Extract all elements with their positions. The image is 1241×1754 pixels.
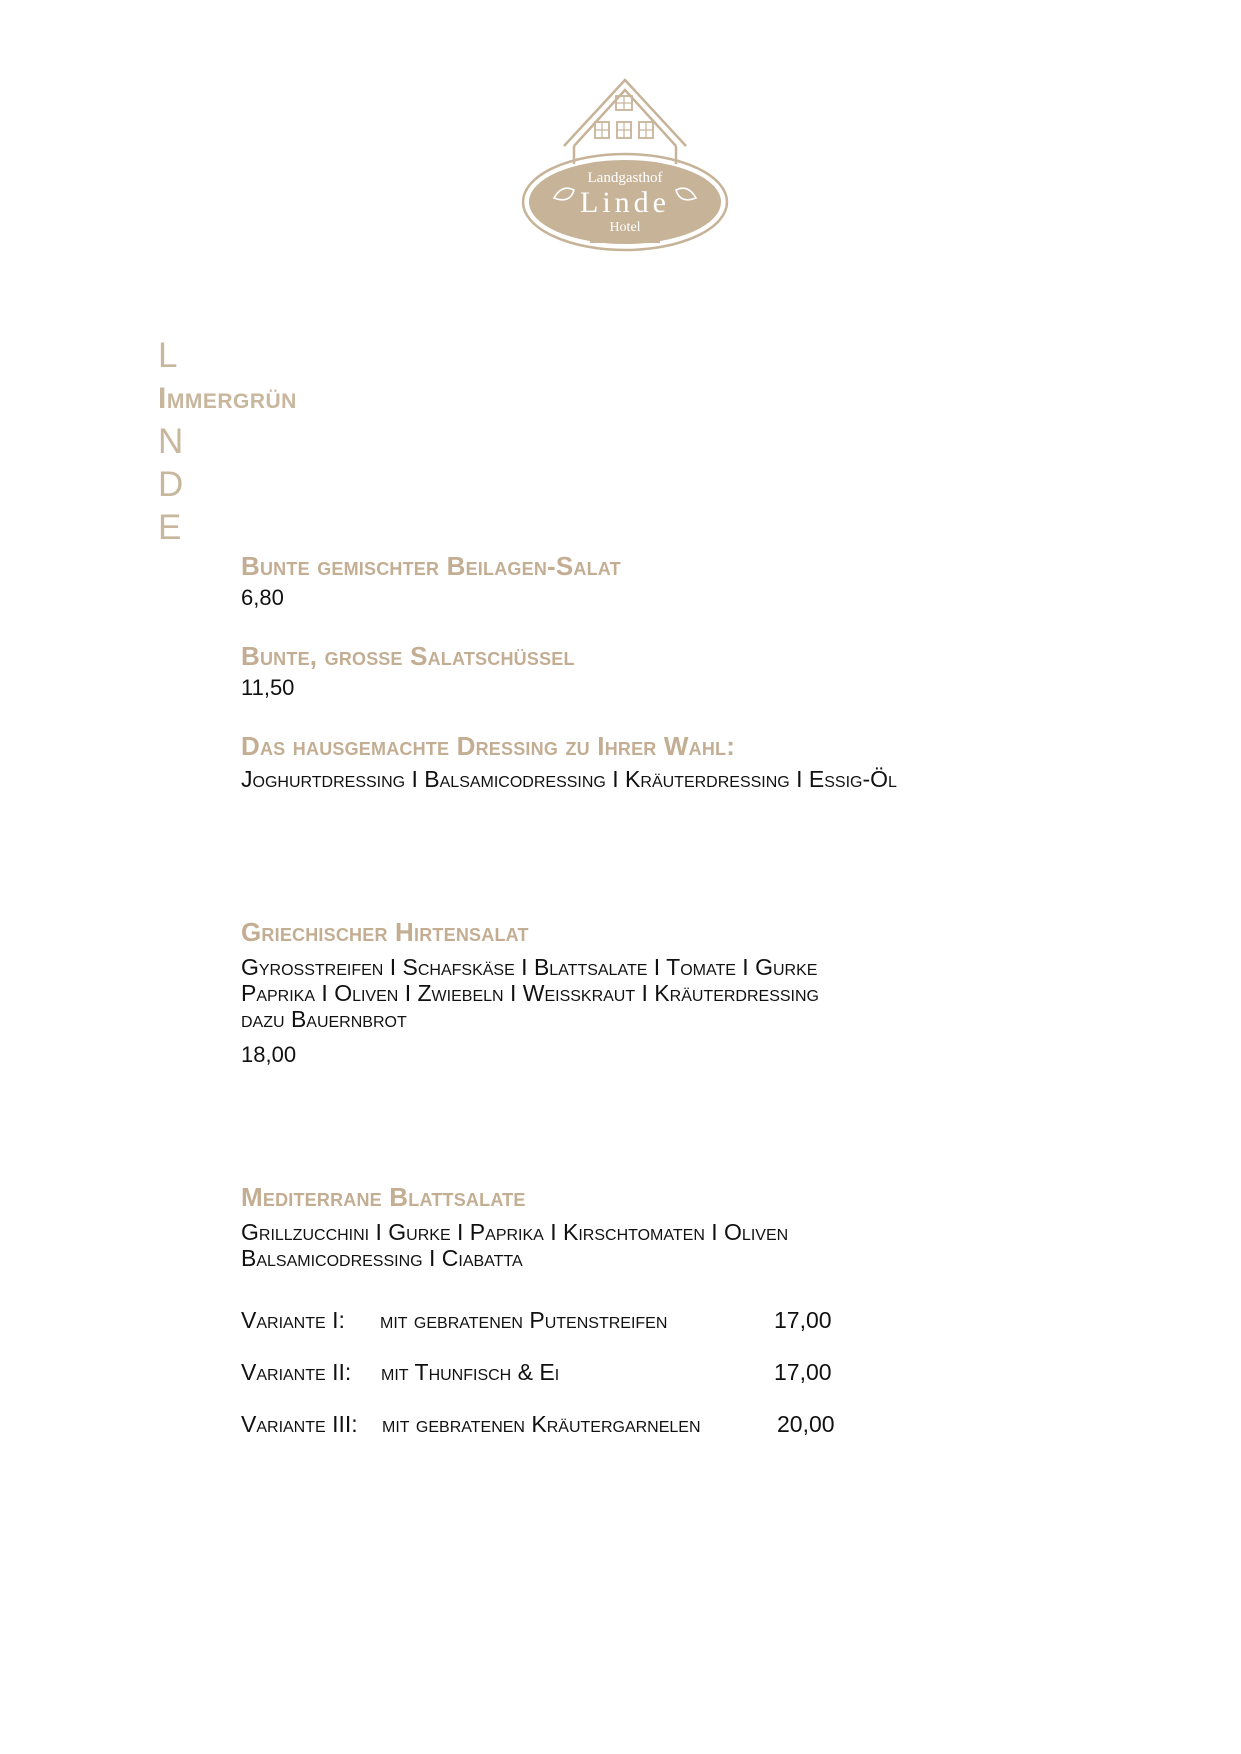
variant-text: mit gebratenen Kräutergarnelen — [382, 1411, 701, 1437]
menu-item-dressing — [241, 730, 1101, 792]
landgasthof-linde-logo — [520, 74, 730, 256]
variant-price: 17,00 — [774, 1307, 832, 1333]
menu-item-price: 6,80 — [241, 585, 284, 610]
variant-text: mit Thunfisch & Ei — [381, 1359, 560, 1385]
menu-item-beilagen-salat — [241, 550, 1101, 613]
linde-acrostic — [158, 334, 297, 549]
variant-text: mit gebratenen Putenstreifen — [380, 1307, 668, 1333]
variant-label: Variante III: — [241, 1411, 358, 1437]
menu-item-salatschuessel — [241, 640, 1101, 703]
menu-item-description: dazu Bauernbrot — [241, 1006, 407, 1032]
menu-item-hirtensalat — [241, 916, 1101, 1070]
menu-item-mediterrane-blattsalate — [241, 1181, 1101, 1271]
menu-item-description: Gyrosstreifen I Schafskäse I Blattsalate I Tomate I Gurke — [241, 954, 818, 980]
page-title: Immergrün — [158, 382, 297, 415]
menu-item-description: Grillzucchini I Gurke I Paprika I Kirschtomaten I Oliven — [241, 1219, 789, 1245]
logo-bottom-text: Hotel — [609, 220, 641, 235]
menu-item-title: Mediterrane Blattsalate — [241, 1182, 526, 1212]
menu-item-title: Griechischer Hirtensalat — [241, 917, 529, 947]
logo-name-text: Linde — [580, 186, 670, 219]
variant-label: Variante I: — [241, 1307, 345, 1333]
menu-item-title: Bunte, große Salatschüssel — [241, 641, 575, 671]
acrostic-letter-e: E — [158, 508, 182, 547]
menu-item-title: Das hausgemachte Dressing zu Ihrer Wahl: — [241, 731, 736, 761]
logo-top-text: Landgasthof — [587, 170, 663, 186]
menu-item-title: Bunte gemischter Beilagen-Salat — [241, 551, 621, 581]
acrostic-letter-d: D — [158, 465, 184, 504]
menu-item-price: 18,00 — [241, 1042, 297, 1067]
acrostic-letter-l: L — [158, 336, 178, 375]
variant-label: Variante II: — [241, 1359, 352, 1385]
variant-price: 17,00 — [774, 1359, 832, 1385]
variant-price: 20,00 — [777, 1411, 835, 1437]
acrostic-letter-n: N — [158, 422, 184, 461]
menu-item-description: Paprika I Oliven I Zwiebeln I Weißkraut I Kräuterdressing — [241, 980, 819, 1006]
menu-item-description: Joghurtdressing I Balsamicodressing I Kräuterdressing I Essig-Öl — [241, 766, 897, 792]
menu-item-description: Balsamicodressing I Ciabatta — [241, 1245, 523, 1271]
menu-item-price: 11,50 — [241, 675, 295, 700]
